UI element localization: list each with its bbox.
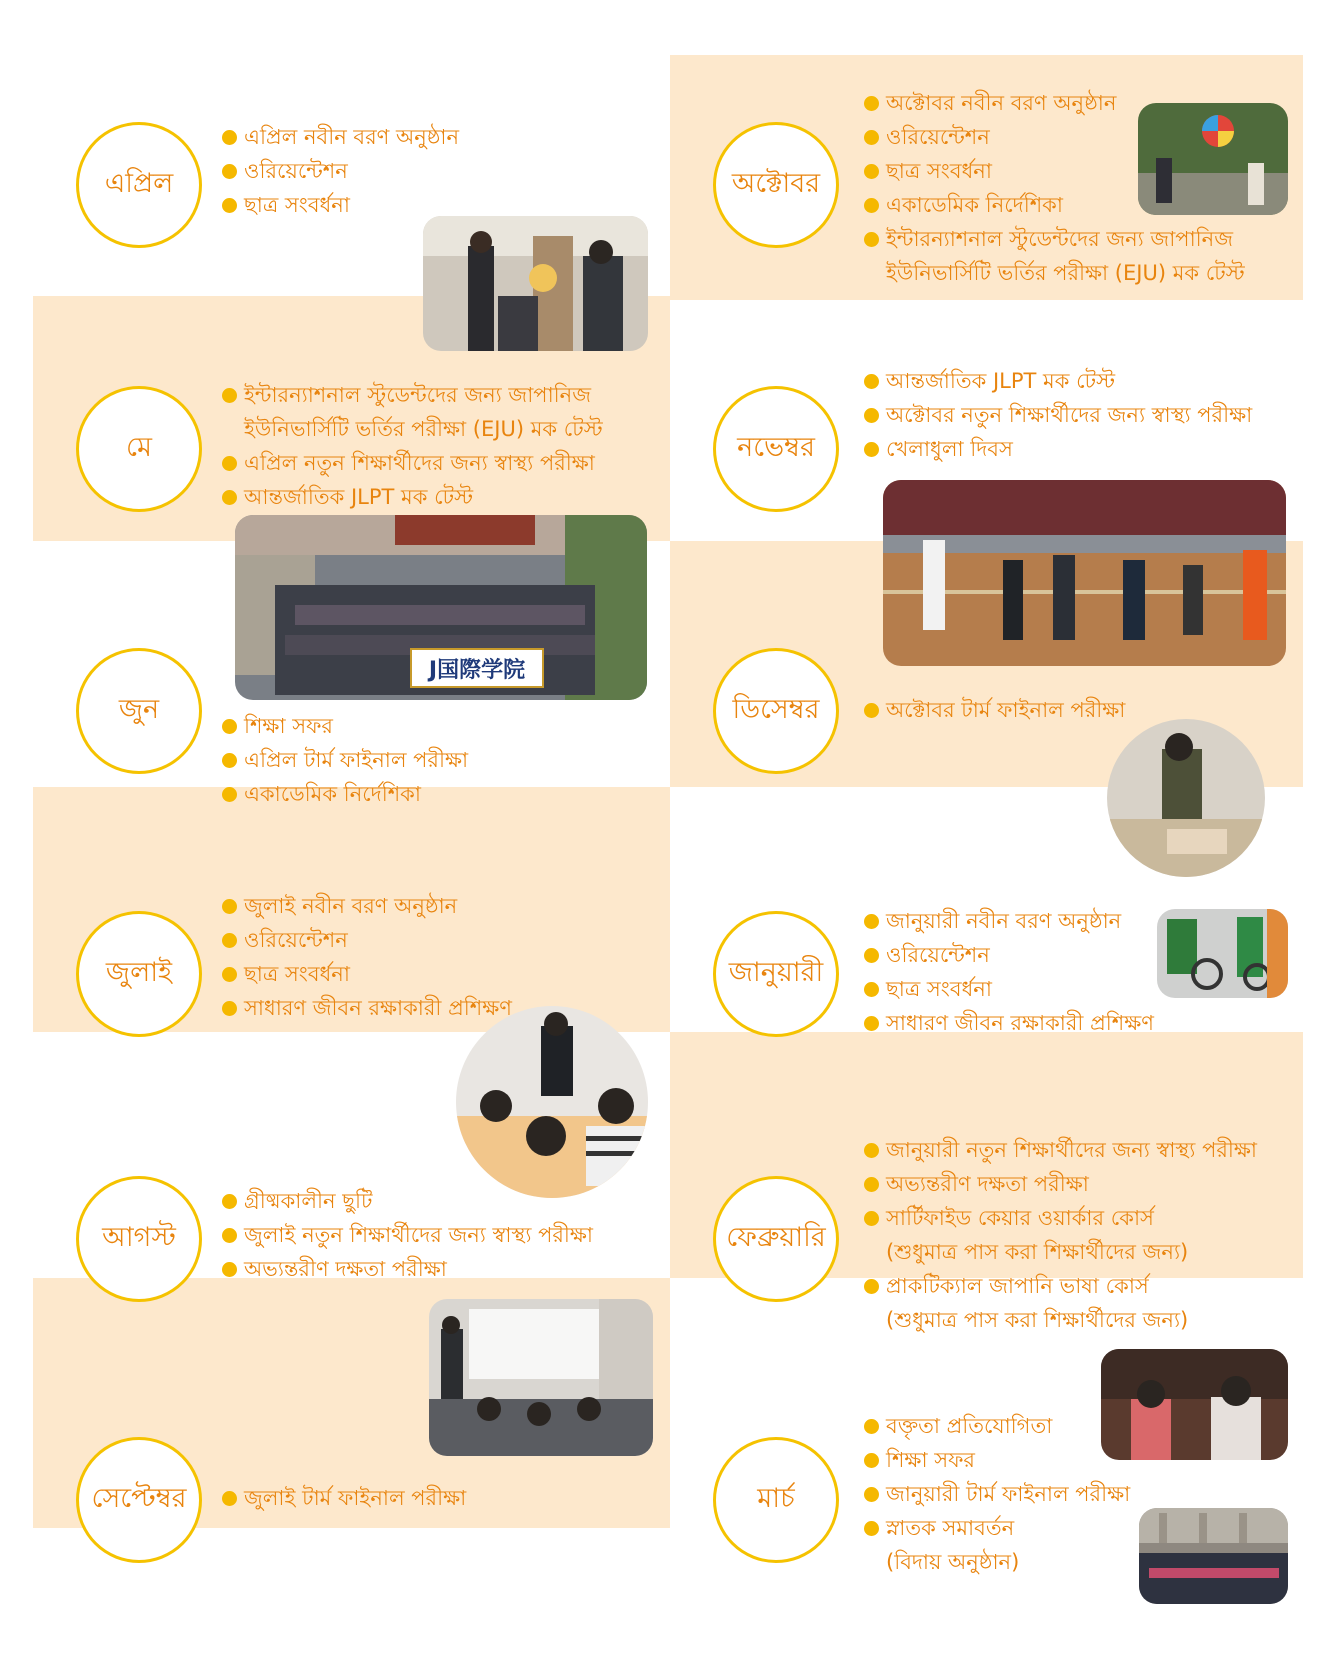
month-july-circle: জুলাই	[76, 911, 202, 1037]
photo-lecture	[429, 1299, 653, 1456]
list-item: জুলাই টার্ম ফাইনাল পরীক্ষা	[220, 1481, 466, 1515]
list-item: এপ্রিল টার্ম ফাইনাল পরীক্ষা	[220, 743, 468, 777]
march-events	[862, 1409, 1130, 1579]
month-september-circle: সেপ্টেম্বর	[76, 1437, 202, 1563]
list-item: (শুধুমাত্র পাস করা শিক্ষার্থীদের জন্য)	[886, 1240, 1189, 1264]
list-item: অক্টোবর নতুন শিক্ষার্থীদের জন্য স্বাস্থ্য পরীক্ষা	[862, 398, 1252, 432]
list-item: প্রাকটিক্যাল জাপানি ভাষা কোর্স	[862, 1269, 1257, 1303]
list-item: জানুয়ারী নতুন শিক্ষার্থীদের জন্য স্বাস্থ্য পরীক্ষা	[862, 1133, 1257, 1167]
list-item: ছাত্র সংবর্ধনা	[220, 188, 459, 222]
list-item: সার্টিফাইড কেয়ার ওয়ার্কার কোর্স	[862, 1201, 1257, 1235]
list-item: একাডেমিক নির্দেশিকা	[220, 777, 468, 811]
list-item: ছাত্র সংবর্ধনা	[862, 154, 1245, 188]
list-item: গ্রীষ্মকালীন ছুটি	[220, 1184, 593, 1218]
list-item: আন্তর্জাতিক JLPT মক টেস্ট	[862, 364, 1252, 398]
list-item: ওরিয়েন্টেশন	[862, 938, 1154, 972]
list-item: ছাত্র সংবর্ধনা	[862, 972, 1154, 1006]
list-item: বক্তৃতা প্রতিযোগিতা	[862, 1409, 1130, 1443]
month-january-circle: জানুয়ারী	[713, 911, 839, 1037]
list-item: এপ্রিল নবীন বরণ অনুষ্ঠান	[220, 120, 459, 154]
list-item: সাধারণ জীবন রক্ষাকারী প্রশিক্ষণ	[220, 991, 512, 1025]
month-march-circle: মার্চ	[713, 1437, 839, 1563]
list-item: ইউনিভার্সিটি ভর্তির পরীক্ষা (EJU) মক টেস্ট	[886, 261, 1245, 285]
photo-group-temple	[235, 515, 647, 700]
list-item: ওরিয়েন্টেশন	[220, 923, 512, 957]
list-item: শিক্ষা সফর	[220, 709, 468, 743]
photo-cpr-training	[1107, 719, 1265, 877]
list-item: ওরিয়েন্টেশন	[862, 120, 1245, 154]
photo-outdoor-ball	[1138, 103, 1288, 215]
month-august-circle: আগস্ট	[76, 1176, 202, 1302]
february-events	[862, 1133, 1257, 1337]
photo-ceremony	[423, 216, 648, 351]
september-events	[220, 1481, 466, 1515]
month-february-circle: ফেব্রুয়ারি	[713, 1176, 839, 1302]
list-item: স্নাতক সমাবর্তন	[862, 1511, 1130, 1545]
month-october-circle: অক্টোবর	[713, 122, 839, 248]
list-item: ইন্টারন্যাশনাল স্টুডেন্টদের জন্য জাপানিজ	[220, 378, 603, 412]
list-item: সাধারণ জীবন রক্ষাকারী প্রশিক্ষণ	[862, 1006, 1154, 1040]
july-events	[220, 889, 512, 1025]
november-events	[862, 364, 1252, 466]
january-events	[862, 904, 1154, 1040]
list-item: শিক্ষা সফর	[862, 1443, 1130, 1477]
april-events	[220, 120, 459, 222]
list-item: (শুধুমাত্র পাস করা শিক্ষার্থীদের জন্য)	[886, 1308, 1189, 1332]
month-december-circle: ডিসেম্বর	[713, 648, 839, 774]
photo-tug-of-war	[883, 480, 1286, 666]
list-item: ইউনিভার্সিটি ভর্তির পরীক্ষা (EJU) মক টেস্ট	[244, 417, 603, 441]
list-item: (বিদায় অনুষ্ঠান)	[886, 1550, 1020, 1574]
list-item: ওরিয়েন্টেশন	[220, 154, 459, 188]
photo-graduation	[1139, 1508, 1288, 1604]
list-item: অক্টোবর নবীন বরণ অনুষ্ঠান	[862, 86, 1245, 120]
photo-wheelchair	[1157, 909, 1288, 998]
list-item: আন্তর্জাতিক JLPT মক টেস্ট	[220, 480, 603, 514]
month-may-circle: মে	[76, 386, 202, 512]
school-banner: J国際学院	[410, 648, 544, 688]
list-item: একাডেমিক নির্দেশিকা	[862, 188, 1245, 222]
photo-classroom	[456, 1006, 648, 1198]
list-item: অক্টোবর টার্ম ফাইনাল পরীক্ষা	[862, 693, 1125, 727]
list-item: এপ্রিল নতুন শিক্ষার্থীদের জন্য স্বাস্থ্য পরীক্ষা	[220, 446, 603, 480]
august-events	[220, 1184, 593, 1286]
month-june-circle: জুন	[76, 648, 202, 774]
month-november-circle: নভেম্বর	[713, 386, 839, 512]
list-item: ইন্টারন্যাশনাল স্টুডেন্টদের জন্য জাপানিজ	[862, 222, 1245, 256]
month-april-circle: এপ্রিল	[76, 122, 202, 248]
list-item: জানুয়ারী নবীন বরণ অনুষ্ঠান	[862, 904, 1154, 938]
list-item: জুলাই নতুন শিক্ষার্থীদের জন্য স্বাস্থ্য পরীক্ষা	[220, 1218, 593, 1252]
list-item: জুলাই নবীন বরণ অনুষ্ঠান	[220, 889, 512, 923]
list-item: জানুয়ারী টার্ম ফাইনাল পরীক্ষা	[862, 1477, 1130, 1511]
list-item: খেলাধুলা দিবস	[862, 432, 1252, 466]
june-events	[220, 709, 468, 811]
list-item: অভ্যন্তরীণ দক্ষতা পরীক্ষা	[862, 1167, 1257, 1201]
list-item: অভ্যন্তরীণ দক্ষতা পরীক্ষা	[220, 1252, 593, 1286]
list-item: ছাত্র সংবর্ধনা	[220, 957, 512, 991]
photo-speech-contest	[1101, 1349, 1288, 1460]
december-events	[862, 693, 1125, 727]
may-events	[220, 378, 603, 514]
